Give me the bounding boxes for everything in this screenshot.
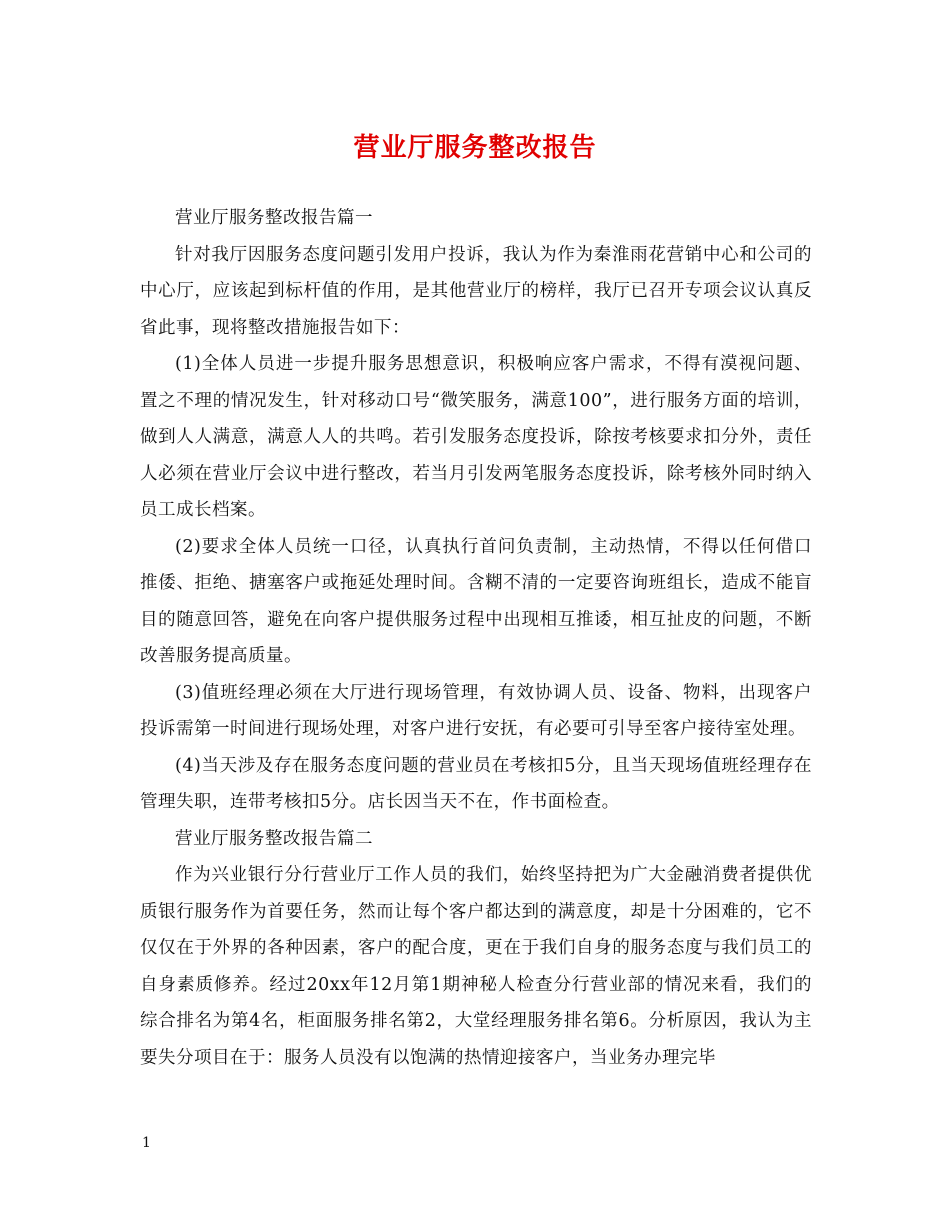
body-paragraph: (2)要求全体人员统一口径，认真执行首问负责制，主动热情，不得以任何借口推倭、拒绝、搪塞客户或拖延处理时间。含糊不清的一定要咨询班组长，造成不能盲目的随意回答，避免在向客户提供服务过程中出现相互推诿，相互扯皮的问题，不断改善服务提高质量。 bbox=[140, 536, 812, 666]
body-paragraph: (1)全体人员进一步提升服务思想意识，积极响应客户需求，不得有漠视问题、置之不理的情况发生，针对移动口号“微笑服务，满意100”，进行服务方面的培训，做到人人满意，满意人人的共鸣。若引发服务态度投诉，除按考核要求扣分外，责任人必须在营业厅会议中进行整改，若当月引发两笔服务态度投诉，除考核外同时纳入员工成长档案。 bbox=[140, 354, 812, 520]
body-paragraph: (3)值班经理必须在大厅进行现场管理，有效协调人员、设备、物料，出现客户投诉需第一时间进行现场处理，对客户进行安抚，有必要可引导至客户接待室处理。 bbox=[140, 682, 812, 739]
section-heading-1: 营业厅服务整改报告篇一 bbox=[175, 208, 373, 228]
body-paragraph: 作为兴业银行分行营业厅工作人员的我们，始终坚持把为广大金融消费者提供优质银行服务作为首要任务，然而让每个客户都达到的满意度，却是十分困难的，它不仅仅在于外界的各种因素，客户的配合度，更在于我们自身的服务态度与我们员工的自身素质修养。经过20xx年12月第1期神秘人检查分行营业部的情况来看，我们的综合排名为第4名，柜面服务排名第2，大堂经理服务排名第6。分析原因，我认为主要失分项目在于：服务人员没有以饱满的热情迎接客户，当业务办理完毕 bbox=[140, 865, 812, 1068]
document-title: 营业厅服务整改报告 bbox=[353, 133, 597, 163]
body-paragraph: 针对我厅因服务态度问题引发用户投诉，我认为作为秦淮雨花营销中心和公司的中心厅，应该起到标杆值的作用，是其他营业厅的榜样，我厅已召开专项会议认真反省此事，现将整改措施报告如下： bbox=[140, 244, 812, 338]
page-number: 1 bbox=[142, 1135, 151, 1151]
body-paragraph: (4)当天涉及存在服务态度问题的营业员在考核扣5分，且当天现场值班经理存在管理失职，连带考核扣5分。店长因当天不在，作书面检查。 bbox=[140, 755, 812, 812]
section-heading-2: 营业厅服务整改报告篇二 bbox=[175, 828, 373, 849]
document-body bbox=[140, 200, 812, 1076]
